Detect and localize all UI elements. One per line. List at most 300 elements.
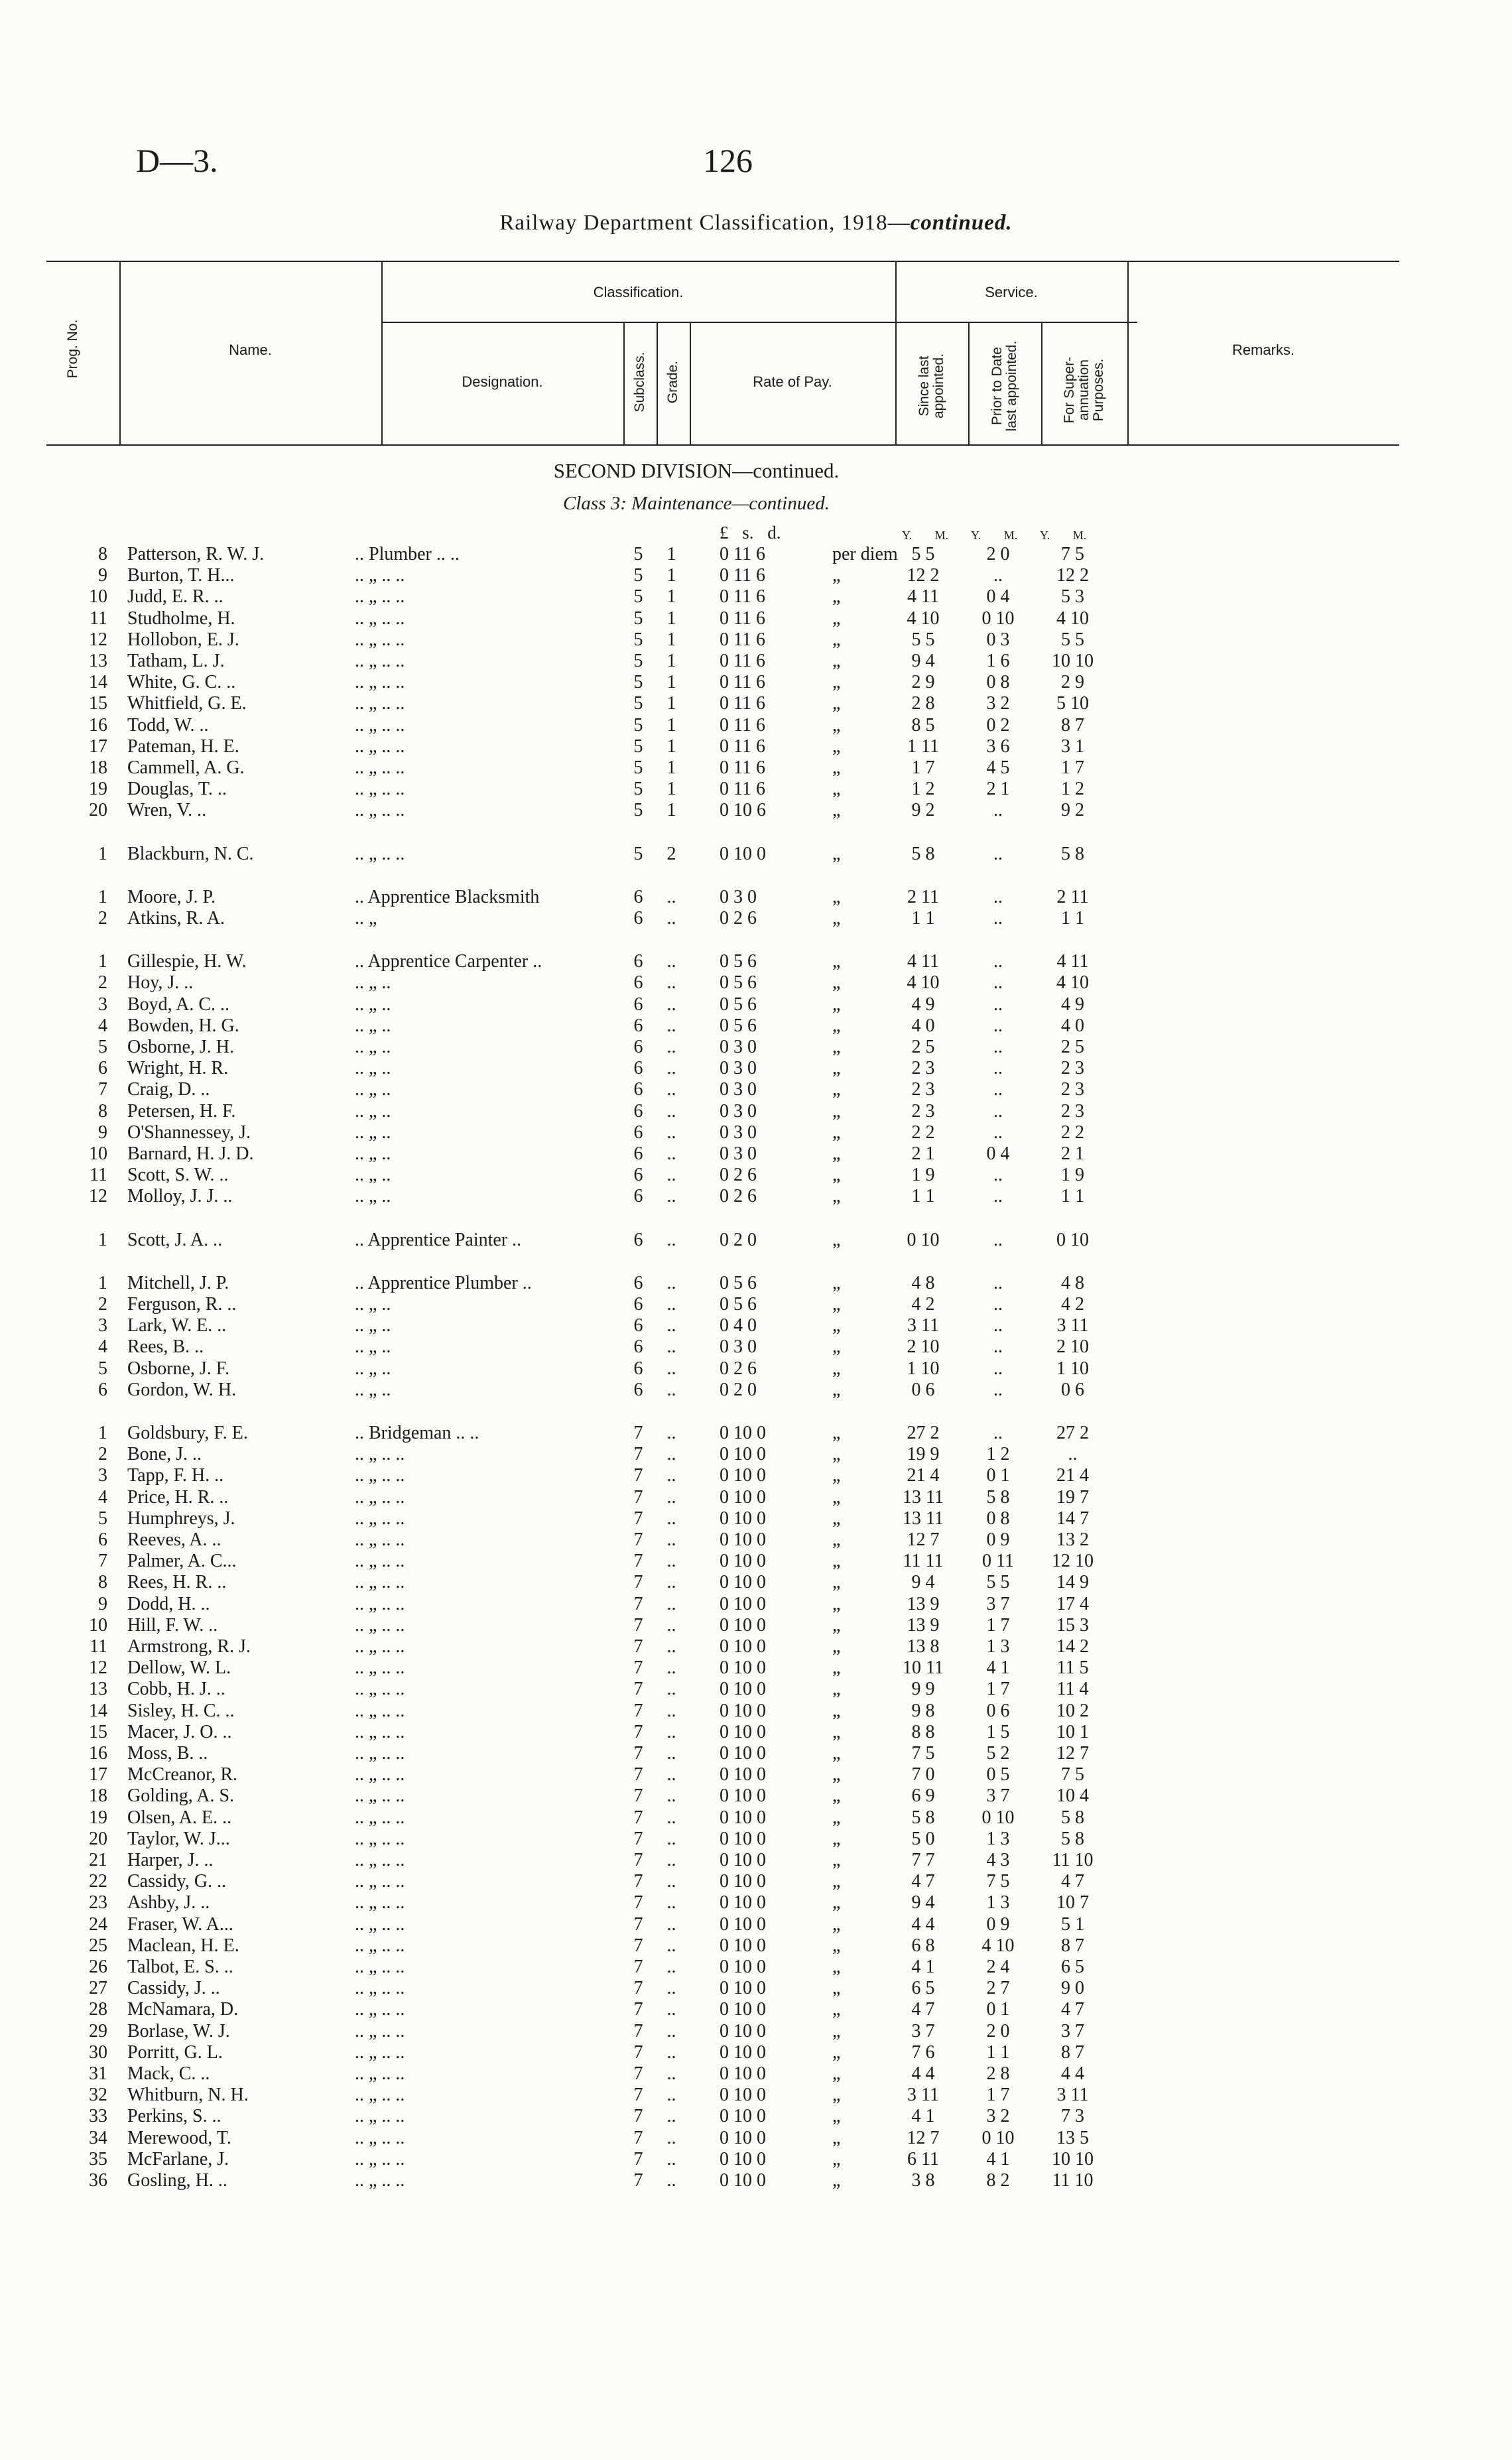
cell-des: .. „ .. ..: [355, 2042, 405, 2063]
cell-pay: 0 3 0: [720, 1101, 757, 1122]
cell-name: Hill, F. W. ..: [127, 1615, 218, 1636]
cell-s2: 0 8: [986, 1508, 1010, 1529]
cell-no: 4: [98, 1015, 107, 1036]
cell-s1: 9 4: [911, 1892, 935, 1913]
page-reference: D—3.: [136, 142, 218, 179]
cell-s1: 4 9: [911, 994, 935, 1015]
cell-gr: ..: [666, 972, 676, 993]
cell-name: Burton, T. H...: [127, 565, 235, 586]
cell-des: .. „ .. ..: [355, 1978, 405, 1998]
cell-sub: 7: [633, 1829, 643, 1849]
cell-s2: ..: [993, 1015, 1003, 1036]
cell-name: Osborne, J. F.: [127, 1358, 230, 1379]
cell-no: 20: [89, 800, 107, 820]
cell-des: .. „ .. ..: [355, 1957, 405, 1977]
cell-no: 1: [98, 887, 107, 907]
cell-s1: 12 2: [907, 565, 940, 586]
cell-name: Gordon, W. H.: [127, 1380, 237, 1400]
cell-sub: 6: [633, 994, 643, 1015]
cell-des: .. „ ..: [355, 1143, 391, 1164]
cell-s2: 3 7: [986, 1594, 1010, 1614]
cell-name: Whitfield, G. E.: [127, 693, 247, 714]
cell-gr: ..: [666, 1143, 676, 1164]
cell-des: .. „ .. ..: [355, 586, 405, 607]
cell-sub: 7: [633, 1957, 643, 1977]
cell-des: .. „ ..: [355, 1015, 391, 1036]
cell-gr: ..: [666, 1465, 676, 1486]
cell-gr: ..: [666, 1871, 676, 1892]
cell-per: „: [832, 1829, 841, 1849]
cell-s2: 1 5: [986, 1722, 1010, 1742]
cell-pay: 0 10 0: [720, 1444, 766, 1464]
cell-s2: 2 8: [986, 2063, 1010, 2084]
cell-pay: 0 10 0: [720, 1829, 766, 1849]
cell-s2: ..: [993, 951, 1003, 972]
cell-pay: 0 2 0: [720, 1230, 757, 1250]
table-row: [0, 908, 1512, 929]
cell-s2: 0 11: [982, 1551, 1014, 1571]
cell-sub: 7: [633, 1657, 643, 1678]
cell-s1: 11 11: [903, 1551, 944, 1571]
cell-s1: 3 11: [907, 2085, 939, 2105]
page-title: [0, 211, 1512, 235]
cell-name: Patterson, R. W. J.: [127, 544, 265, 564]
table-row: [0, 693, 1512, 714]
cell-pay: 0 4 0: [720, 1315, 757, 1336]
cell-pay: 0 11 6: [720, 544, 765, 564]
cell-s1: 1 11: [907, 736, 939, 757]
cell-s3: 2 3: [1061, 1079, 1084, 1100]
cell-no: 9: [98, 1122, 107, 1143]
cell-des: .. „ .. ..: [355, 2021, 405, 2041]
cell-des: .. Apprentice Plumber ..: [355, 1273, 532, 1293]
cell-per: „: [832, 1999, 841, 2020]
cell-no: 11: [90, 608, 107, 629]
cell-gr: ..: [666, 2021, 676, 2041]
cell-des: .. „ .. ..: [355, 1892, 405, 1913]
cell-gr: ..: [666, 1273, 676, 1293]
cell-s2: ..: [993, 887, 1003, 907]
cell-s2: 2 1: [986, 779, 1010, 799]
cell-s2: 2 7: [986, 1978, 1010, 1998]
table-row: [0, 1165, 1512, 1186]
cell-pay: 0 10 0: [720, 1551, 766, 1571]
cell-des: .. „ .. ..: [355, 1764, 405, 1785]
cell-s1: 2 1: [911, 1143, 935, 1164]
cell-name: McFarlane, J.: [127, 2149, 229, 2169]
cell-per: „: [832, 1465, 841, 1486]
cell-gr: ..: [666, 1487, 676, 1508]
cell-sub: 5: [633, 565, 643, 586]
table-row: [0, 1230, 1512, 1251]
cell-s2: ..: [993, 1358, 1003, 1379]
cell-s2: 0 4: [986, 586, 1010, 607]
cell-gr: 2: [666, 844, 676, 864]
cell-gr: ..: [666, 1743, 676, 1764]
cell-s3: 10 1: [1056, 1722, 1089, 1742]
cell-name: Bone, J. ..: [127, 1444, 202, 1464]
cell-gr: ..: [666, 1785, 676, 1806]
cell-pay: 0 10 0: [720, 1914, 766, 1935]
table-row: [0, 1892, 1512, 1913]
table-row: [0, 1079, 1512, 1100]
cell-pay: 0 10 0: [720, 1999, 766, 2020]
header-classification: Classification.: [593, 284, 684, 300]
subdivision-heading: Class 3: Maintenance—continued.: [563, 493, 830, 514]
cell-des: .. „ .. ..: [355, 800, 405, 820]
cell-gr: ..: [666, 1165, 676, 1185]
cell-sub: 5: [633, 629, 643, 650]
cell-s2: 0 9: [986, 1529, 1010, 1550]
table-row: [0, 1722, 1512, 1743]
table-row: [0, 1186, 1512, 1207]
cell-des: .. „ .. ..: [355, 2128, 405, 2148]
cell-gr: ..: [666, 2149, 676, 2169]
cell-gr: 1: [666, 544, 676, 564]
cell-sub: 5: [633, 779, 643, 799]
cell-s3: 2 2: [1061, 1122, 1084, 1143]
table-row: [0, 715, 1512, 736]
cell-per: „: [832, 1807, 841, 1828]
cell-no: 2: [98, 972, 107, 993]
cell-pay: 0 3 0: [720, 1336, 757, 1357]
cell-gr: ..: [666, 994, 676, 1015]
cell-no: 8: [98, 1101, 107, 1122]
cell-gr: 1: [666, 757, 676, 778]
header-for-super: For Super-annuation Purposes.: [1062, 356, 1106, 424]
cell-gr: ..: [666, 2063, 676, 2084]
cell-s2: 0 2: [986, 715, 1010, 736]
cell-s2: ..: [993, 1058, 1003, 1078]
table-row: [0, 1037, 1512, 1058]
cell-s3: 8 7: [1061, 715, 1084, 736]
cell-s3: 6 5: [1061, 1957, 1084, 1977]
cell-sub: 7: [633, 1935, 643, 1956]
cell-per: „: [832, 1978, 841, 1998]
cell-gr: ..: [666, 1551, 676, 1571]
cell-no: 8: [98, 1572, 107, 1592]
cell-des: .. „ ..: [355, 1294, 391, 1315]
cell-des: .. „ .. ..: [355, 1465, 405, 1486]
cell-name: Porritt, G. L.: [127, 2042, 223, 2063]
cell-name: Humphreys, J.: [127, 1508, 235, 1529]
cell-gr: ..: [666, 1914, 676, 1935]
cell-s1: 27 2: [907, 1423, 940, 1443]
cell-des: .. „ .. ..: [355, 736, 405, 757]
cell-sub: 7: [633, 1572, 643, 1592]
cell-per: „: [832, 1850, 841, 1870]
cell-name: Macer, J. O. ..: [127, 1722, 232, 1742]
cell-per: „: [832, 1615, 841, 1636]
cell-s1: 1 10: [907, 1358, 940, 1379]
cell-gr: ..: [666, 1294, 676, 1315]
cell-no: 9: [98, 1594, 107, 1614]
cell-no: 20: [89, 1829, 107, 1849]
cell-pay: 0 10 0: [720, 1487, 766, 1508]
cell-pay: 0 10 0: [720, 1465, 766, 1486]
cell-s2: 0 3: [986, 629, 1010, 650]
cell-des: .. „ .. ..: [355, 1594, 405, 1614]
cell-s3: 10 2: [1056, 1701, 1089, 1721]
cell-name: Judd, E. R. ..: [127, 586, 223, 607]
cell-s3: 13 5: [1056, 2128, 1089, 2148]
cell-no: 18: [89, 757, 107, 778]
cell-s3: 11 4: [1056, 1679, 1089, 1699]
table-row: [0, 887, 1512, 908]
cell-pay: 0 10 0: [720, 1722, 766, 1742]
cell-s1: 12 7: [907, 2128, 940, 2148]
cell-s3: 2 3: [1061, 1058, 1084, 1078]
cell-s3: 10 4: [1056, 1785, 1089, 1806]
cell-name: Petersen, H. F.: [127, 1101, 236, 1122]
table-row: [0, 1935, 1512, 1957]
cell-no: 1: [98, 951, 107, 972]
cell-pay: 0 10 0: [720, 1701, 766, 1721]
cell-name: Palmer, A. C...: [127, 1551, 237, 1571]
cell-per: „: [832, 1871, 841, 1892]
cell-name: Dellow, W. L.: [127, 1657, 231, 1678]
cell-s3: 9 0: [1061, 1978, 1084, 1998]
cell-per: „: [832, 2063, 841, 2084]
cell-per: „: [832, 1764, 841, 1785]
cell-s1: 19 9: [907, 1444, 940, 1464]
cell-s2: 4 5: [986, 757, 1010, 778]
cell-pay: 0 10 0: [720, 2063, 766, 2084]
cell-no: 1: [98, 1273, 107, 1293]
cell-s3: 9 2: [1061, 800, 1084, 820]
cell-per: „: [832, 651, 841, 671]
table-row: [0, 1914, 1512, 1935]
cell-s1: 13 8: [907, 1636, 940, 1657]
cell-s1: 5 8: [911, 1807, 935, 1828]
header-subclass: Subclass.: [632, 352, 647, 413]
cell-gr: ..: [666, 2085, 676, 2105]
cell-per: „: [832, 779, 841, 799]
cell-s2: 0 5: [986, 1764, 1010, 1785]
page-number: 126: [703, 142, 753, 179]
cell-sub: 7: [633, 1850, 643, 1870]
cell-name: Moore, J. P.: [127, 887, 216, 907]
cell-pay: 0 10 0: [720, 1679, 766, 1699]
cell-s2: 3 7: [986, 1785, 1010, 1806]
cell-gr: 1: [666, 608, 676, 629]
cell-per: „: [832, 1743, 841, 1764]
cell-s2: ..: [993, 1315, 1003, 1336]
cell-no: 5: [98, 1508, 107, 1529]
cell-s1: 7 6: [911, 2042, 935, 2063]
cell-per: „: [832, 672, 841, 692]
cell-s1: 13 9: [907, 1615, 940, 1636]
cell-s3: 3 1: [1061, 736, 1084, 757]
cell-per: „: [832, 1935, 841, 1956]
cell-s2: 1 3: [986, 1636, 1010, 1657]
cell-s3: 1 9: [1061, 1165, 1084, 1185]
cell-per: „: [832, 1914, 841, 1935]
cell-no: 5: [98, 1037, 107, 1057]
cell-s2: ..: [993, 1079, 1003, 1100]
cell-gr: ..: [666, 1807, 676, 1828]
cell-s1: 8 8: [911, 1722, 935, 1742]
cell-name: Wright, H. R.: [127, 1058, 229, 1078]
cell-des: .. „ .. ..: [355, 629, 405, 650]
cell-sub: 6: [633, 1294, 643, 1315]
cell-sub: 6: [633, 1101, 643, 1122]
cell-gr: ..: [666, 2042, 676, 2063]
cell-no: 6: [98, 1380, 107, 1400]
cell-des: .. „ .. ..: [355, 1999, 405, 2020]
cell-pay: 0 10 0: [720, 1743, 766, 1764]
cell-no: 18: [89, 1785, 107, 1806]
cell-no: 11: [90, 1636, 107, 1657]
cell-s2: ..: [993, 844, 1003, 864]
cell-pay: 0 11 6: [720, 715, 765, 736]
cell-pay: 0 11 6: [720, 586, 765, 607]
cell-s1: 8 5: [911, 715, 935, 736]
cell-name: Whitburn, N. H.: [127, 2085, 249, 2105]
cell-pay: 0 10 0: [720, 1764, 766, 1785]
cell-pay: 0 10 0: [720, 1785, 766, 1806]
cell-no: 31: [89, 2063, 107, 2084]
cell-s1: 5 5: [911, 544, 935, 564]
cell-s1: 2 11: [907, 887, 939, 907]
cell-name: Gillespie, H. W.: [127, 951, 247, 972]
cell-per: „: [832, 887, 841, 907]
cell-sub: 7: [633, 2021, 643, 2041]
table-row: [0, 1551, 1512, 1572]
cell-des: .. „ .. ..: [355, 1657, 405, 1678]
cell-sub: 5: [633, 715, 643, 736]
cell-sub: 7: [633, 1551, 643, 1571]
header-remarks: Remarks.: [1231, 342, 1295, 358]
cell-per: „: [832, 908, 841, 929]
cell-no: 12: [89, 629, 107, 650]
cell-s1: 4 11: [907, 586, 939, 607]
cell-s1: 4 2: [911, 1294, 935, 1315]
cell-s1: 5 0: [911, 1829, 935, 1849]
cell-s3: 5 8: [1061, 844, 1084, 864]
cell-per: „: [832, 1079, 841, 1100]
cell-s3: 0 10: [1056, 1230, 1089, 1250]
cell-per: „: [832, 1230, 841, 1250]
cell-s2: ..: [993, 1122, 1003, 1143]
cell-s3: 5 10: [1056, 693, 1089, 714]
cell-s3: 13 2: [1056, 1529, 1089, 1550]
cell-per: „: [832, 2106, 841, 2126]
cell-des: .. „ .. ..: [355, 1679, 405, 1699]
cell-sub: 7: [633, 1871, 643, 1892]
cell-name: Sisley, H. C. ..: [127, 1701, 235, 1721]
cell-no: 3: [98, 994, 107, 1015]
cell-s3: 15 3: [1056, 1615, 1089, 1636]
cell-des: .. „ ..: [355, 1165, 391, 1185]
cell-pay: 0 2 6: [720, 1358, 757, 1379]
cell-s2: ..: [993, 1294, 1003, 1315]
cell-no: 29: [89, 2021, 107, 2041]
table-row: [0, 1423, 1512, 1444]
cell-s1: 3 8: [911, 2170, 935, 2191]
cell-pay: 0 10 0: [720, 1572, 766, 1592]
cell-s3: 8 7: [1061, 1935, 1084, 1956]
cell-s3: 27 2: [1056, 1423, 1089, 1443]
cell-s1: 9 4: [911, 1572, 935, 1592]
title-main: Railway Department Classification, 1918—: [499, 211, 911, 235]
cell-per: „: [832, 1273, 841, 1293]
cell-name: Reeves, A. ..: [127, 1529, 221, 1550]
cell-sub: 6: [633, 887, 643, 907]
cell-s3: 3 7: [1061, 2021, 1084, 2041]
cell-no: 12: [89, 1657, 107, 1678]
cell-name: Bowden, H. G.: [127, 1015, 239, 1036]
cell-no: 26: [89, 1957, 107, 1977]
cell-s1: 1 1: [911, 1186, 935, 1206]
cell-s1: 4 1: [911, 1957, 935, 1977]
cell-des: .. „ .. ..: [355, 1807, 405, 1828]
cell-sub: 7: [633, 1807, 643, 1828]
header-divider: [623, 322, 625, 444]
header-divider: [968, 322, 970, 444]
cell-s1: 7 7: [911, 1850, 935, 1870]
cell-s2: 5 5: [986, 1572, 1010, 1592]
cell-per: „: [832, 757, 841, 778]
cell-des: .. „ .. ..: [355, 2085, 405, 2105]
cell-pay: 0 3 0: [720, 1122, 757, 1143]
cell-s1: 4 11: [907, 951, 939, 972]
cell-des: .. „ .. ..: [355, 1636, 405, 1657]
cell-s3: 7 5: [1061, 1764, 1084, 1785]
cell-name: Craig, D. ..: [127, 1079, 210, 1100]
cell-pay: 0 10 0: [720, 1871, 766, 1892]
cell-sub: 6: [633, 1358, 643, 1379]
cell-s1: 2 8: [911, 693, 935, 714]
cell-des: .. „ .. ..: [355, 2170, 405, 2191]
cell-name: Boyd, A. C. ..: [127, 994, 230, 1015]
cell-sub: 5: [633, 736, 643, 757]
cell-name: Dodd, H. ..: [127, 1594, 210, 1614]
cell-sub: 7: [633, 2170, 643, 2191]
cell-s1: 1 9: [911, 1165, 935, 1185]
cell-gr: ..: [666, 1015, 676, 1036]
cell-sub: 6: [633, 1143, 643, 1164]
cell-sub: 7: [633, 1465, 643, 1486]
cell-no: 15: [89, 693, 107, 714]
cell-sub: 7: [633, 1914, 643, 1935]
cell-s2: ..: [993, 1037, 1003, 1057]
table-row: [0, 1594, 1512, 1615]
cell-des: .. „ .. ..: [355, 1572, 405, 1592]
cell-pay: 0 10 0: [720, 2149, 766, 2169]
cell-pay: 0 3 0: [720, 887, 757, 907]
cell-s1: 4 10: [907, 608, 940, 629]
cell-per: „: [832, 1423, 841, 1443]
cell-s2: 0 10: [981, 608, 1015, 629]
cell-s3: 4 11: [1056, 951, 1089, 972]
cell-s2: 7 5: [986, 1871, 1010, 1892]
cell-no: 23: [89, 1892, 107, 1913]
table-row: [0, 1358, 1512, 1380]
table-row: [0, 972, 1512, 994]
cell-s3: 5 8: [1061, 1829, 1084, 1849]
cell-gr: ..: [666, 1529, 676, 1550]
cell-s2: 1 6: [986, 651, 1010, 671]
header-divider: [657, 322, 658, 444]
cell-sub: 5: [633, 844, 643, 864]
cell-no: 21: [89, 1850, 107, 1870]
cell-gr: ..: [666, 1722, 676, 1742]
header-mid-rule: [381, 322, 1137, 323]
cell-no: 17: [89, 1764, 107, 1785]
cell-gr: ..: [666, 1935, 676, 1956]
cell-des: .. „ .. ..: [355, 757, 405, 778]
